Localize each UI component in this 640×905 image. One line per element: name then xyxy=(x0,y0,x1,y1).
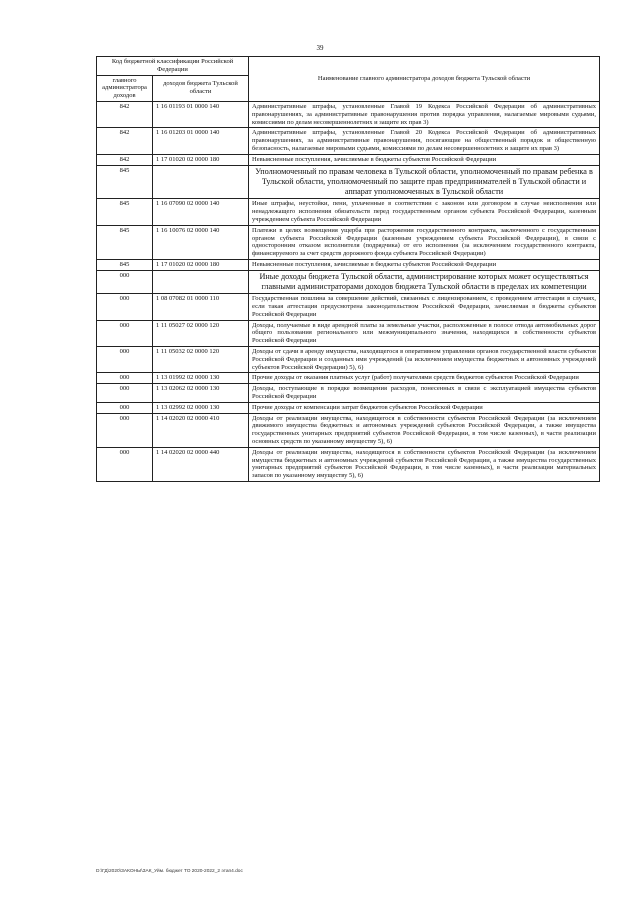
table-row xyxy=(97,294,600,320)
kbk-code-cell: 1 13 02062 02 0000 130 xyxy=(153,384,249,403)
revenue-description: Прочие доходы от оказания платных услуг (работ) получателями средств бюджетов субъектов Российской Федерации xyxy=(249,373,600,384)
revenue-description: Невыясненные поступления, зачисляемые в бюджеты субъектов Российской Федерации xyxy=(249,259,600,270)
kbk-code-cell: 1 17 01020 02 0000 180 xyxy=(153,259,249,270)
revenue-description: Иные штрафы, неустойки, пени, уплаченные в соответствии с законом или договором в случае неисполнения или ненадлежащего исполнения обязательств перед государственным органом субъекта Российской Федерации, казенным учреждением субъекта Российской Федерации xyxy=(249,199,600,225)
table-row xyxy=(97,128,600,154)
kbk-code-cell: 1 11 05032 02 0000 120 xyxy=(153,346,249,372)
kbk-code-cell: 1 16 01203 01 0000 140 xyxy=(153,128,249,154)
section-header-row xyxy=(97,270,600,294)
header-kbk-group: Код бюджетной классификации Российской Федерации xyxy=(97,57,249,76)
kbk-code-cell: 1 13 02992 02 0000 130 xyxy=(153,402,249,413)
revenue-description: Государственная пошлина за совершение действий, связанных с лицензированием, с проведением аттестации в случаях, если такая аттестация предусмотрена законодательством Российской Федерации, зачисляемая в бюджеты субъектов Российской Федерации xyxy=(249,294,600,320)
admin-code-cell: 842 xyxy=(97,128,153,154)
kbk-code-cell: 1 14 02020 02 0000 440 xyxy=(153,447,249,481)
revenue-description: Доходы от сдачи в аренду имущества, находящегося в оперативном управлении органов государственной власти субъектов Российской Федерации и созданных ими учреждений (за исключением имущества бюджетных и автономных учреждений субъектов Российской Федерации) 5), 6) xyxy=(249,346,600,372)
revenue-description: Доходы от реализации имущества, находящегося в собственности субъектов Российской Федерации (за исключением имущества бюджетных и автономных учреждений субъектов Российской Федерации, а также имущества государственных унитарных предприятий субъектов Российской Федерации, в том числе казенных), в части реализации материальных запасов по указанному имуществу 5), 6) xyxy=(249,447,600,481)
table-row xyxy=(97,154,600,165)
file-path-footer: D:\ГД\2020\ЗАКОНЫ\ЗАК_Уйм. бюджет ТО 2020-2022_2 этап4.doc xyxy=(96,869,243,874)
revenue-description: Доходы, поступающие в порядке возмещения расходов, понесенных в связи с эксплуатацией имущества субъектов Российской Федерации xyxy=(249,384,600,403)
table-body xyxy=(97,101,600,481)
revenue-description: Доходы от реализации имущества, находящегося в собственности субъектов Российской Федерации (за исключением движимого имущества бюджетных и автономных учреждений субъектов Российской Федерации, а также имущества государственных унитарных предприятий субъектов Российской Федерации, в том числе казенных), в части реализации основных средств по указанному имуществу 5), 6) xyxy=(249,413,600,447)
admin-code-cell: 842 xyxy=(97,154,153,165)
table-row xyxy=(97,384,600,403)
admin-code-cell: 000 xyxy=(97,294,153,320)
admin-code-cell: 000 xyxy=(97,320,153,346)
kbk-code-cell xyxy=(153,165,249,199)
revenue-table xyxy=(96,56,600,482)
kbk-code-cell: 1 17 01020 02 0000 180 xyxy=(153,154,249,165)
admin-code-cell: 842 xyxy=(97,101,153,127)
kbk-code-cell: 1 16 07090 02 0000 140 xyxy=(153,199,249,225)
revenue-description: Доходы, получаемые в виде арендной платы за земельные участки, расположенные в полосе отвода автомобильных дорог общего пользования регионального или межмуниципального значения, находящихся в собственности субъектов Российской Федерации xyxy=(249,320,600,346)
table-row xyxy=(97,402,600,413)
table-row xyxy=(97,413,600,447)
revenue-description: Платежи в целях возмещения ущерба при расторжении государственного контракта, заключенного с государственным органом субъекта Российской Федерации (казенным учреждением субъекта Российской Федерации), в связи с односторонним отказом исполнителя (подрядчика) от его исполнения (за исключением государственного контракта, финансируемого за счет средств дорожного фонда субъекта Российской Федерации) xyxy=(249,225,600,259)
kbk-code-cell: 1 13 01992 02 0000 130 xyxy=(153,373,249,384)
table-row xyxy=(97,101,600,127)
kbk-code-cell xyxy=(153,270,249,294)
table-row xyxy=(97,373,600,384)
admin-code-cell: 845 xyxy=(97,199,153,225)
header-revenue-code: доходов бюджета Тульской области xyxy=(153,75,249,101)
admin-code-cell: 845 xyxy=(97,259,153,270)
kbk-code-cell: 1 11 05027 02 0000 120 xyxy=(153,320,249,346)
page-number: 39 xyxy=(316,44,324,52)
table-row xyxy=(97,447,600,481)
table-header-row xyxy=(97,57,600,76)
revenue-description: Прочие доходы от компенсации затрат бюджетов субъектов Российской Федерации xyxy=(249,402,600,413)
admin-code-cell: 000 xyxy=(97,447,153,481)
admin-code-cell: 000 xyxy=(97,413,153,447)
section-title: Иные доходы бюджета Тульской области, администрирование которых может осуществляться главными администраторами доходов бюджета Тульской области в пределах их компетенции xyxy=(249,270,600,294)
admin-code-cell: 845 xyxy=(97,165,153,199)
table-row xyxy=(97,259,600,270)
table-row xyxy=(97,225,600,259)
admin-code-cell: 000 xyxy=(97,346,153,372)
section-title: Уполномоченный по правам человека в Тульской области, уполномоченный по правам ребенка в Тульской области, уполномоченный по защите прав предпринимателей в Тульской области и аппарат уполномоченных в Тульской области xyxy=(249,165,600,199)
kbk-code-cell: 1 14 02020 02 0000 410 xyxy=(153,413,249,447)
section-header-row xyxy=(97,165,600,199)
table-row xyxy=(97,320,600,346)
admin-code-cell: 000 xyxy=(97,373,153,384)
header-admin-name: Наименование главного администратора доходов бюджета Тульской области xyxy=(249,57,600,102)
table-row xyxy=(97,199,600,225)
kbk-code-cell: 1 08 07082 01 0000 110 xyxy=(153,294,249,320)
revenue-description: Невыясненные поступления, зачисляемые в бюджеты субъектов Российской Федерации xyxy=(249,154,600,165)
revenue-description: Административные штрафы, установленные Главой 20 Кодекса Российской Федерации об административных правонарушениях, за административные правонарушения, посягающие на общественный порядок и общественную безопасность, налагаемые мировыми судьями, комиссиями по делам несовершеннолетних и защите их прав 3) xyxy=(249,128,600,154)
admin-code-cell: 000 xyxy=(97,384,153,403)
kbk-code-cell: 1 16 01193 01 0000 140 xyxy=(153,101,249,127)
header-admin-code: главного администратора доходов xyxy=(97,75,153,101)
admin-code-cell: 000 xyxy=(97,270,153,294)
table-row xyxy=(97,346,600,372)
kbk-code-cell: 1 16 10076 02 0000 140 xyxy=(153,225,249,259)
admin-code-cell: 000 xyxy=(97,402,153,413)
revenue-description: Административные штрафы, установленные Главой 19 Кодекса Российской Федерации об административных правонарушениях, за административные правонарушения против порядка управления, налагаемые мировыми судьями, комиссиями по делам несовершеннолетних и защите их прав 3) xyxy=(249,101,600,127)
admin-code-cell: 845 xyxy=(97,225,153,259)
